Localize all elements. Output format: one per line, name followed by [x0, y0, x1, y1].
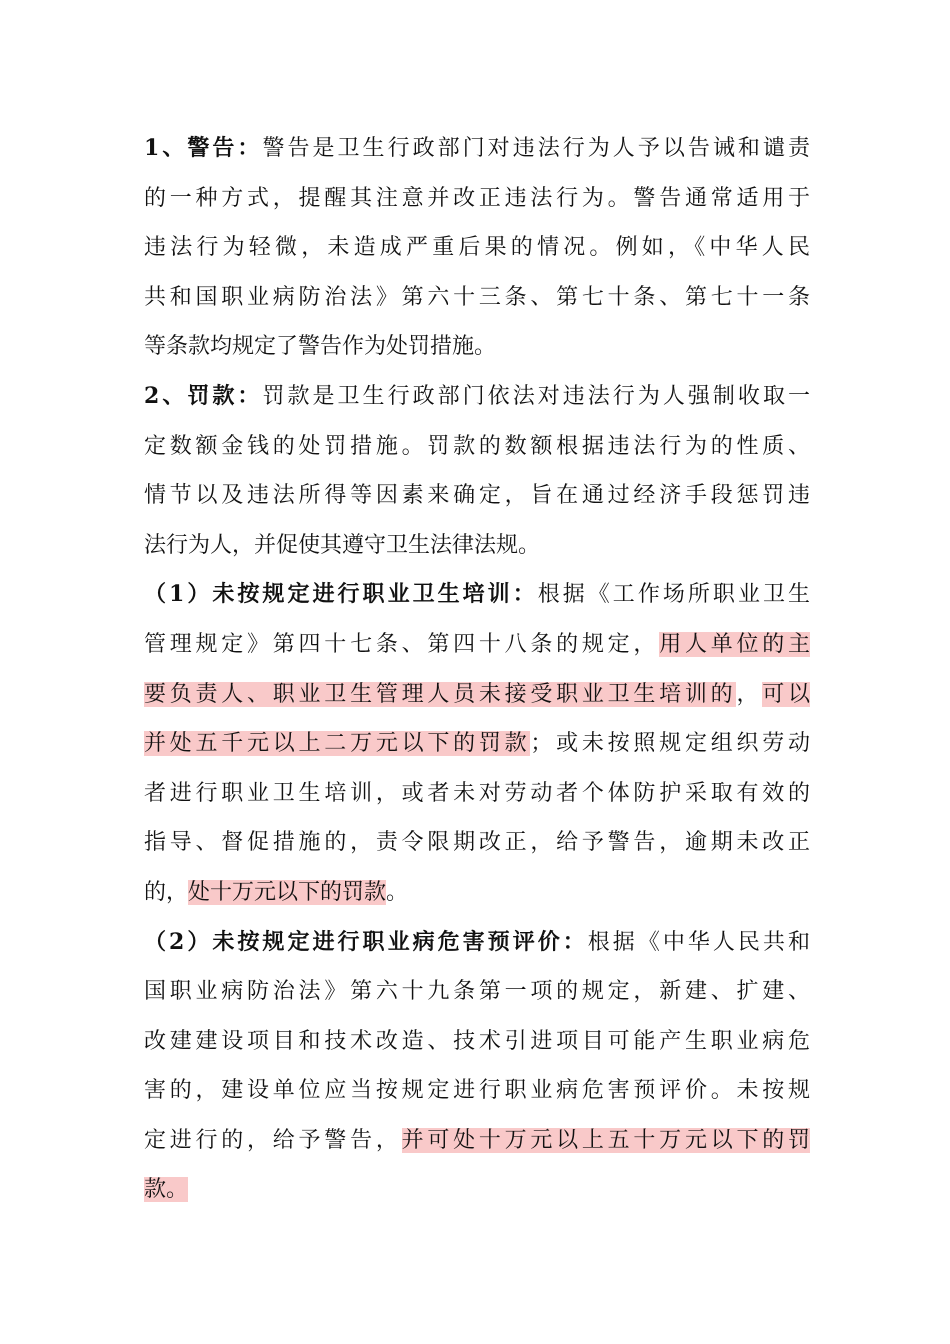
- highlighted-text: 要负责人、职业卫生管理人员未接受职业卫生培训的: [144, 681, 737, 707]
- text-segment: 等条款均规定了警告作为处罚措施。: [144, 334, 497, 360]
- text-line: [144, 174, 810, 224]
- text-line: [144, 620, 810, 670]
- text-segment: 的，: [144, 879, 189, 905]
- text-segment: 害的，建设单位应当按规定进行职业病危害预评价。未按规: [144, 1078, 810, 1104]
- text-line: [144, 769, 810, 819]
- text-segment: ；或未按照规定组织劳动: [530, 731, 810, 757]
- text-line: [144, 1066, 810, 1116]
- text-line: [144, 570, 810, 620]
- paragraph-1: [144, 124, 810, 372]
- paragraph-3: [144, 570, 810, 917]
- text-line: [144, 521, 810, 571]
- highlighted-text: 款。: [144, 1177, 189, 1203]
- text-segment: 的一种方式，提醒其注意并改正违法行为。警告通常适用于: [144, 185, 810, 211]
- text-segment: 法行为人，并促使其遵守卫生法律法规。: [144, 532, 541, 558]
- text-line: [144, 223, 810, 273]
- text-line: [144, 124, 810, 174]
- text-line: [144, 1165, 810, 1215]
- highlighted-text: 用人单位的主: [659, 631, 810, 657]
- highlighted-text: 处十万元以下的罚款: [188, 879, 387, 905]
- text-line: [144, 372, 810, 422]
- text-line: [144, 471, 810, 521]
- highlighted-text: 可以: [762, 681, 810, 707]
- text-segment: 违法行为轻微，未造成严重后果的情况。例如，《中华人民: [144, 235, 810, 261]
- text-line: [144, 719, 810, 769]
- bold-heading-text: 2、罚款：: [144, 382, 263, 409]
- text-segment: 定进行的，给予警告，: [144, 1127, 402, 1153]
- text-line: [144, 967, 810, 1017]
- text-segment: 指导、督促措施的，责令限期改正，给予警告，逾期未改正: [144, 830, 810, 856]
- text-segment: 国职业病防治法》第六十九条第一项的规定，新建、扩建、: [144, 979, 810, 1005]
- text-line: [144, 918, 810, 968]
- document-body: [144, 124, 810, 1215]
- text-line: [144, 1116, 810, 1166]
- text-line: [144, 273, 810, 323]
- text-segment: 罚款是卫生行政部门依法对违法行为人强制收取一: [262, 383, 810, 409]
- text-segment: ，: [736, 681, 763, 707]
- text-segment: 定数额金钱的处罚措施。罚款的数额根据违法行为的性质、: [144, 433, 810, 459]
- paragraph-2: [144, 372, 810, 570]
- highlighted-text: 并处五千元以上二万元以下的罚款: [144, 731, 531, 757]
- text-segment: 改建建设项目和技术改造、技术引进项目可能产生职业病危: [144, 1028, 810, 1054]
- text-line: [144, 322, 810, 372]
- bold-heading-text: 1、警告：: [144, 135, 263, 161]
- text-line: [144, 422, 810, 472]
- text-line: [144, 868, 810, 918]
- text-segment: 根据《工作场所职业卫生: [537, 582, 810, 608]
- bold-heading-text: （2）未按规定进行职业病危害预评价：: [144, 928, 588, 955]
- text-line: [144, 818, 810, 868]
- text-segment: 共和国职业病防治法》第六十三条、第七十条、第七十一条: [144, 284, 810, 310]
- text-segment: 情节以及违法所得等因素来确定，旨在通过经济手段惩罚违: [144, 483, 810, 509]
- paragraph-4: [144, 918, 810, 1216]
- highlighted-text: 并可处十万元以上五十万元以下的罚: [401, 1127, 810, 1153]
- text-segment: 者进行职业卫生培训，或者未对劳动者个体防护采取有效的: [144, 780, 810, 806]
- text-segment: 警告是卫生行政部门对违法行为人予以告诫和谴责: [262, 136, 810, 161]
- text-segment: 根据《中华人民共和: [587, 929, 810, 955]
- bold-heading-text: （1）未按规定进行职业卫生培训：: [144, 581, 538, 608]
- text-segment: 。: [386, 879, 409, 905]
- text-line: [144, 670, 810, 720]
- text-line: [144, 1017, 810, 1067]
- text-segment: 管理规定》第四十七条、第四十八条的规定，: [144, 631, 660, 657]
